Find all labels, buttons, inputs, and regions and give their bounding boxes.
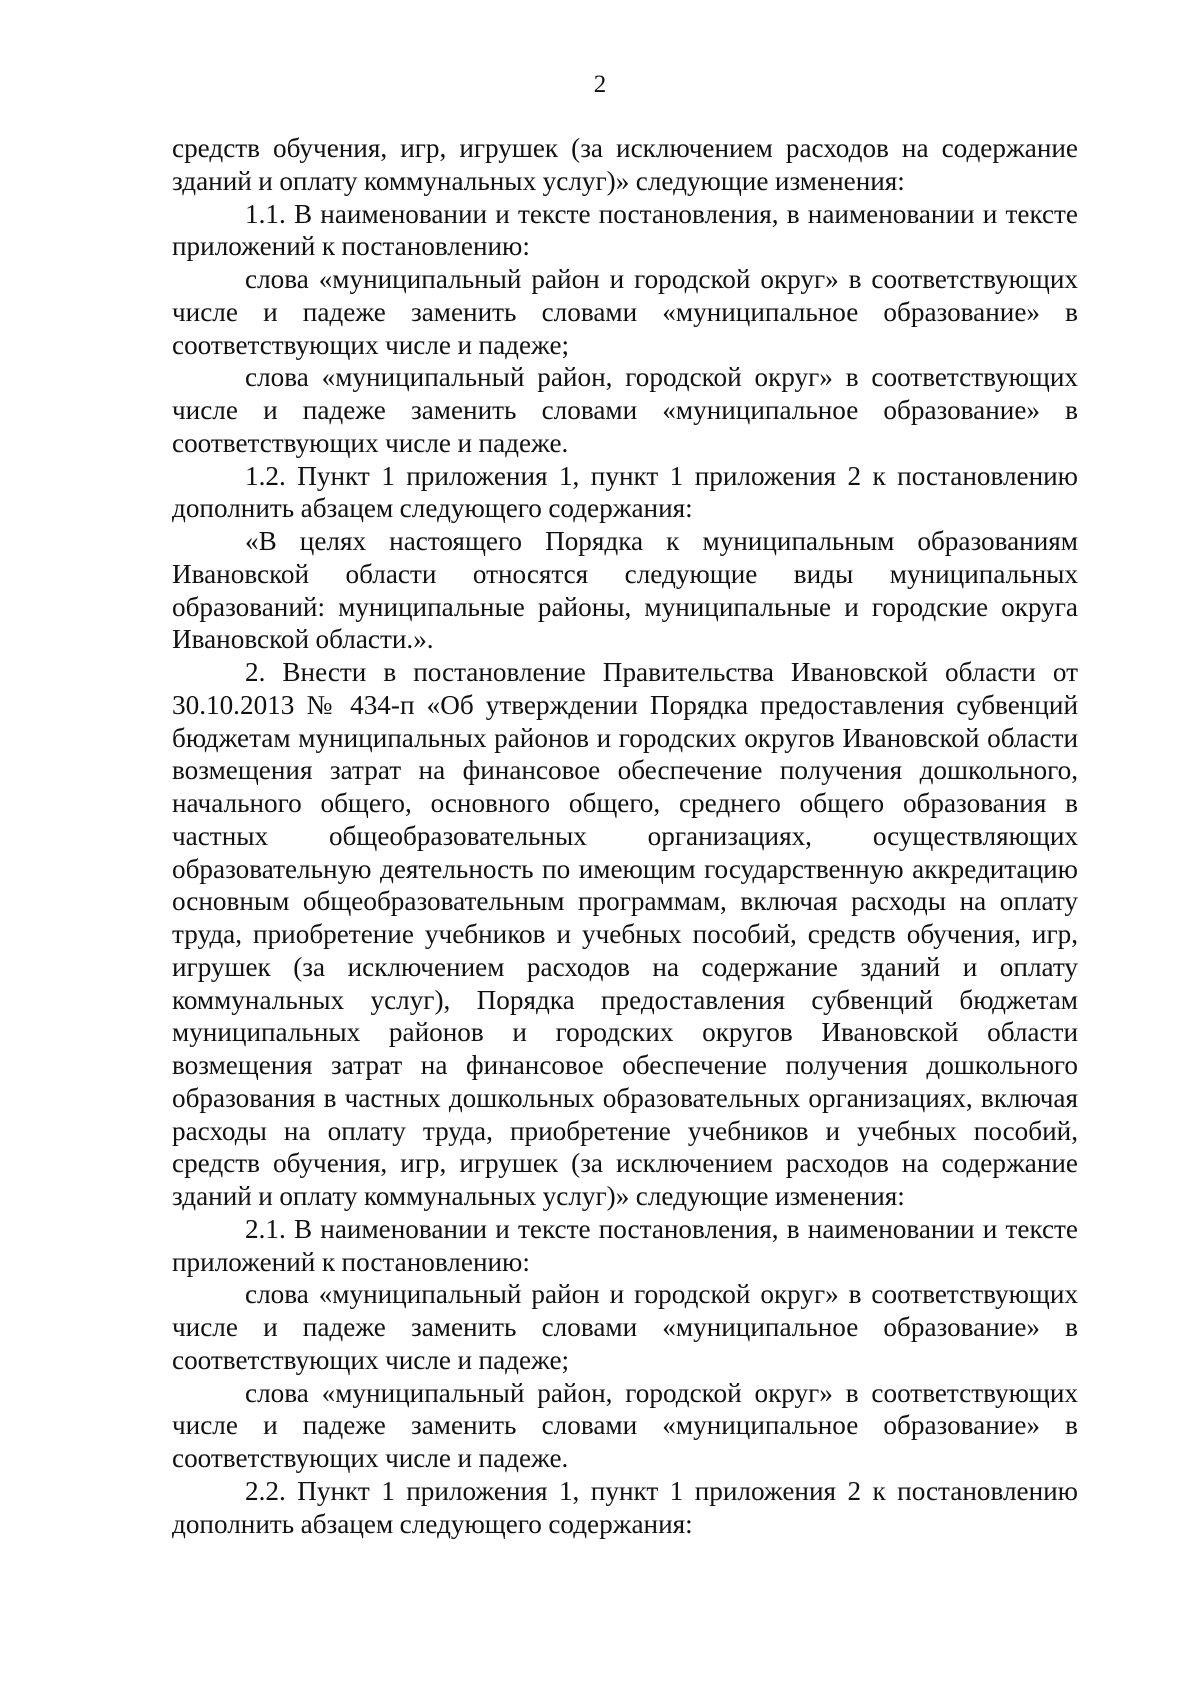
document-body [172, 132, 1078, 1540]
paragraph-1-1-words-a: слова «муниципальный район и городской округ» в соответствующих числе и падеже заменить словами «муниципальное образование» в соответствующих числе и падеже; [172, 264, 1078, 360]
paragraph-1-2-quote: «В целях настоящего Порядка к муниципальным образованиям Ивановской области относятся следующие виды муниципальных образований: муниципальные районы, муниципальные и городские округа Ивановской области.». [172, 526, 1078, 655]
paragraph-2-1-words-a: слова «муниципальный район и городской округ» в соответствующих числе и падеже заменить словами «муниципальное образование» в соответствующих числе и падеже; [172, 1279, 1078, 1375]
paragraph-1-2: 1.2. Пункт 1 приложения 1, пункт 1 приложения 2 к постановлению дополнить абзацем следующего содержания: [172, 460, 1078, 524]
paragraph-continuation: средств обучения, игр, игрушек (за исключением расходов на содержание зданий и оплату коммунальных услуг)» следующие изменения: [172, 133, 1078, 196]
paragraph-2-2: 2.2. Пункт 1 приложения 1, пункт 1 приложения 2 к постановлению дополнить абзацем следующего содержания: [172, 1475, 1078, 1539]
paragraph-1-1: 1.1. В наименовании и тексте постановления, в наименовании и тексте приложений к постановлению: [172, 198, 1078, 262]
paragraph-2: 2. Внести в постановление Правительства Ивановской области от 30.10.2013 № 434-п «Об утверждении Порядка предоставления субвенций бюджетам муниципальных районов и городских округов Ивановской области возмещения затрат на финансовое обеспечение получения дошкольного, начального общего, основного общего, среднего общего образования в частных общеобразовательных организациях, осуществляющих образовательную деятельность по имеющим государственную аккредитацию основным общеобразовательным программам, включая расходы на оплату труда, приобретение учебников и учебных пособий, средств обучения, игр, игрушек (за исключением расходов на содержание зданий и оплату коммунальных услуг), Порядка предоставления субвенций бюджетам муниципальных районов и городских округов Ивановской области возмещения затрат на финансовое обеспечение получения дошкольного образования в частных дошкольных образовательных организациях, включая расходы на оплату труда, приобретение учебников и учебных пособий, средств обучения, игр, игрушек (за исключением расходов на содержание зданий и оплату коммунальных услуг)» следующие изменения: [172, 657, 1078, 1211]
paragraph-2-1-words-b: слова «муниципальный район, городской округ» в соответствующих числе и падеже заменить словами «муниципальное образование» в соответствующих числе и падеже. [172, 1377, 1078, 1473]
paragraph-2-1: 2.1. В наименовании и тексте постановления, в наименовании и тексте приложений к постановлению: [172, 1213, 1078, 1277]
page-number: 2 [593, 71, 607, 98]
paragraph-1-1-words-b: слова «муниципальный район, городской округ» в соответствующих числе и падеже заменить словами «муниципальное образование» в соответствующих числе и падеже. [172, 362, 1078, 458]
